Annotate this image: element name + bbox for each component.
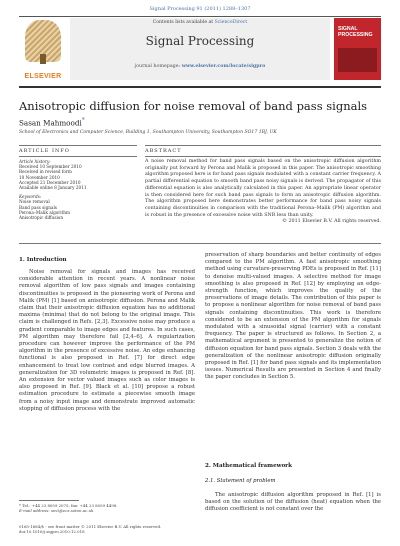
author: Sasan Mahmoodi* (19, 117, 85, 128)
author-footnote-mark[interactable]: * (81, 117, 85, 124)
contents-line: Contents lists available at ScienceDirect (152, 20, 248, 25)
article-title: Anisotropic diffusion for noise removal of band pass signals (19, 99, 368, 113)
journal-homepage: journal homepage: www.elsevier.com/locate/sigpro (134, 63, 266, 69)
history-item: Available online 8 January 2011 (19, 185, 87, 191)
copyright: © 2011 Elsevier B.V. All rights reserved. (282, 219, 381, 225)
history-item: 10 November 2010 (19, 174, 60, 180)
right-column-text: preservation of sharp boundaries and better continuity of edges compared to the PM algorithm. A fast anisotropic smoothing method using curvature-preserving PDEs is proposed in Ref. [11] to denoise multi-valued images. A selective method for image smoothing is also proposed in Ref. [12] by employing an edge-strength function, which improves the quality of the preservations of image details. The contribution of this paper is to propose a nonlinear algorithm for noise removal of band pass signals containing discontinuities. This work is therefore considered to be an extension of the PM algorithm for signals modulated with a sinusoidal signal (carrier) with a constant frequency. The paper is structured as follows. In Section 2, a mathematical argument is presented to generalize the notion of diffusion equation for band pass signals. Section 3 deals with the generalization of the nonlinear anisotropic diffusion originally proposed in Ref. [1] for band pass signals and its implementation issues. Numerical Results are presented in Section 4 and finally the paper concludes in Section 5. (205, 252, 381, 381)
history-item: Accepted 21 December 2010 (19, 179, 81, 185)
journal-cover (334, 18, 381, 80)
footnote (19, 503, 199, 513)
left-column-text: Noise removal for signals and images has received considerable attention in recent years. A nonlinear noise removal algorithm of low pass signals and images containing discontinuities is proposed in the pioneering work of Perona and Malik (PM) [1] based on anisotropic diffusion. Perona and Malik claim that their anisotropic diffusion equation has no additional maxima (minima) that do not belong to the original image. This claim is challenged in Refs. [2,3]. Excessive noise may produce a gradient comparable to image edges and features. In such cases, PM algorithm may therefore fail [2,4–6]. A regularization procedure can however improve the performance of the PM algorithm in the presence of excessive noise. An edge enhancing functional is also proposed in Ref. [7] for direct edge enhancement to treat low contrast and edge blurred images. A generalization for 3D volumetric images is proposed in Ref. [8]. An extension for vector valued images such as color images is also proposed in Ref. [9]. Black et al. [10] propose a robust estimation procedure to estimate a piecewise smooth image from a noisy input image and demonstrate improved automatic stopping of diffusion process with the (19, 269, 195, 412)
elsevier-logo (19, 18, 67, 80)
journal-reference: Signal Processing 91 (2011) 1288–1307 (149, 6, 251, 12)
cover-title-line1: SIGNAL (338, 26, 358, 32)
abstract-heading: ABSTRACT (145, 148, 182, 154)
journal-title: Signal Processing (145, 34, 255, 48)
banner-center-box (70, 18, 330, 80)
keyword: Anisotropic diffusion (19, 215, 64, 221)
keyword: Perona–Malik algorithm (19, 209, 70, 215)
footnote-tel: * Tel.: +44 23 8059 2075; fax: +44 23 8059 4498. (19, 503, 118, 508)
keyword: Band pass signals (19, 204, 57, 210)
section-1-heading: 1. Introduction (19, 257, 67, 263)
keywords-label: Keywords: (19, 194, 42, 200)
cover-image (338, 48, 377, 72)
footnote-email: E-mail address: sm3@ecs.soton.ac.uk (19, 508, 94, 513)
publisher-name: ELSEVIER (24, 73, 62, 80)
affiliation: School of Electronics and Computer Science, Building 1, Southampton University, Southampton SO17 1BJ, UK (19, 130, 277, 135)
history-item: Received 10 September 2010 (19, 164, 82, 170)
section-2-heading: 2. Mathematical framework (205, 463, 292, 469)
abstract (145, 159, 381, 226)
banner-bottom-rule (19, 86, 381, 88)
history-item: Received in revised form (19, 169, 72, 175)
cover-title-line2: PROCESSING (338, 32, 373, 38)
banner-top-rule (19, 16, 381, 17)
article-info (19, 159, 137, 220)
keyword: Noise removal (19, 199, 50, 205)
section-2-1-heading: 2.1. Statement of problem (205, 478, 276, 484)
abstract-text: A noise removal method for band pass signals based on the anisotropic diffusion algorithm originally put forward by Perona and Malik is proposed in this paper. The anisotropic smoothing algorithm proposed here is for band pass signals modulated with a constant carrier frequency. A partial differential equation to smooth band pass noisy signals is derived. The propagator of this differential equation is also analytically calculated in this paper. An appropriate linear operator is then considered here for such band pass signals to form an anisotropic diffusion algorithm. The algorithm proposed here demonstrates better performance for band pass noisy signals containing discontinuities in comparison with the traditional Perona–Malik (PM) algorithm and is robust in the presence of excessive noise with SNR less than unity. (145, 159, 381, 218)
page-footer (19, 524, 219, 534)
section-2-1-text: The anisotropic diffusion algorithm proposed in Ref. [1] is based on the solution of the diffusion (heat) equation when the diffusion coefficient is not constant over the (205, 492, 381, 513)
article-info-heading: ARTICLE INFO (19, 148, 70, 154)
sciencedirect-link[interactable]: ScienceDirect (214, 20, 248, 25)
doi-line[interactable]: doi:10.1016/j.sigpro.2010.12.018 (19, 529, 85, 534)
homepage-link[interactable]: www.elsevier.com/locate/sigpro (181, 63, 266, 69)
history-label: Article history: (19, 159, 51, 164)
issn-line: 0165-1684/$ - see front matter © 2011 Elsevier B.V. All rights reserved. (19, 524, 162, 529)
